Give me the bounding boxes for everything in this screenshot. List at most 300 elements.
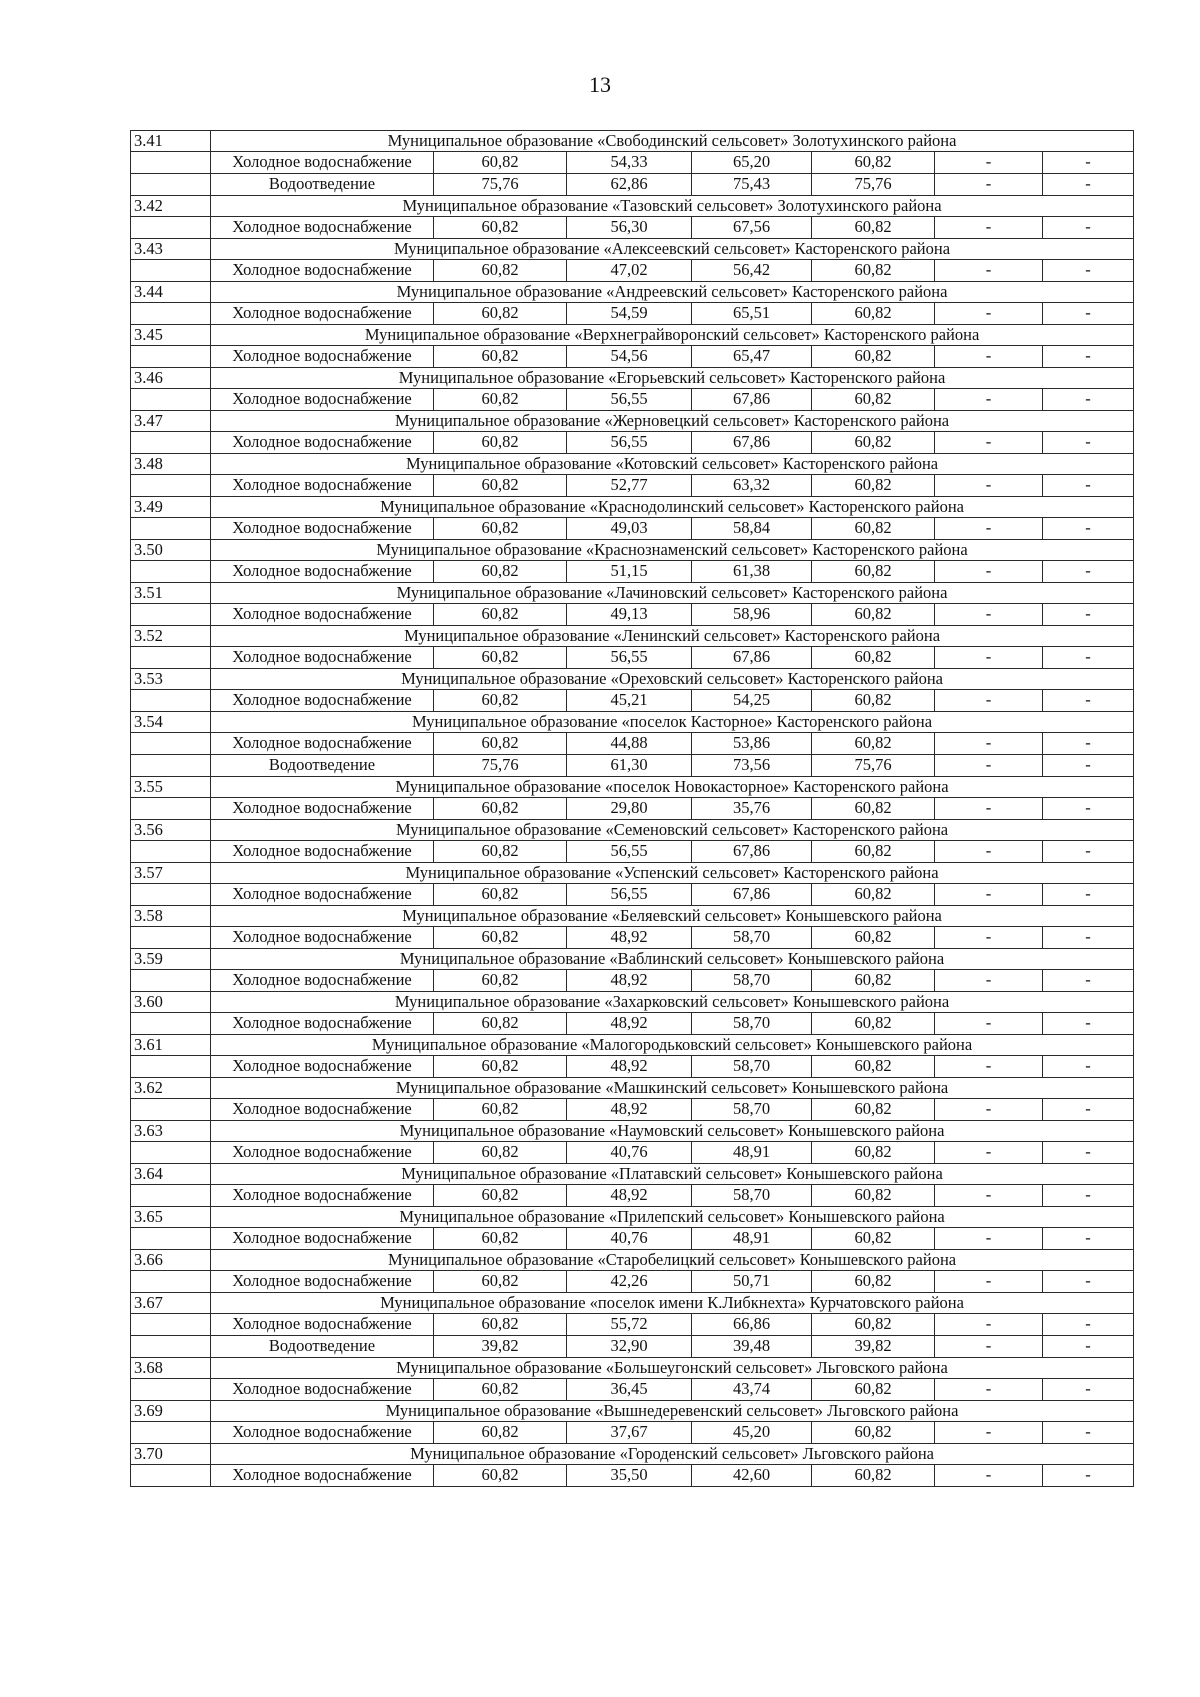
- tariff-value: 58,70: [692, 1056, 812, 1078]
- empty-cell: [131, 798, 211, 820]
- tariff-value: 37,67: [567, 1422, 692, 1444]
- tariff-value: 60,82: [812, 303, 935, 325]
- municipality-title: Муниципальное образование «Платавский сельсовет» Конышевского района: [211, 1164, 1134, 1185]
- tariff-value: 60,82: [812, 733, 935, 755]
- municipality-title: Муниципальное образование «Наумовский сельсовет» Конышевского района: [211, 1121, 1134, 1142]
- tariff-dash: -: [935, 561, 1043, 583]
- section-number: 3.68: [131, 1358, 211, 1379]
- tariff-dash: -: [1043, 1379, 1134, 1401]
- service-row: [131, 475, 1134, 497]
- tariff-value: 61,30: [567, 755, 692, 777]
- section-number: 3.46: [131, 368, 211, 389]
- tariff-value: 60,82: [812, 1379, 935, 1401]
- tariff-dash: -: [935, 346, 1043, 368]
- tariff-value: 60,82: [434, 1056, 567, 1078]
- tariff-dash: -: [935, 1228, 1043, 1250]
- empty-cell: [131, 260, 211, 282]
- service-row: [131, 346, 1134, 368]
- section-header-row: [131, 1444, 1134, 1465]
- tariff-value: 60,82: [434, 927, 567, 949]
- service-name: Холодное водоснабжение: [211, 1228, 434, 1250]
- empty-cell: [131, 1013, 211, 1035]
- tariff-value: 60,82: [434, 1013, 567, 1035]
- service-row: [131, 303, 1134, 325]
- empty-cell: [131, 174, 211, 196]
- tariff-value: 60,82: [434, 1314, 567, 1336]
- section-number: 3.60: [131, 992, 211, 1013]
- section-number: 3.50: [131, 540, 211, 561]
- section-header-row: [131, 540, 1134, 561]
- service-name: Холодное водоснабжение: [211, 1422, 434, 1444]
- section-header-row: [131, 992, 1134, 1013]
- empty-cell: [131, 518, 211, 540]
- service-row: [131, 841, 1134, 863]
- tariff-value: 56,30: [567, 217, 692, 239]
- service-row: [131, 1271, 1134, 1293]
- tariff-value: 42,60: [692, 1465, 812, 1487]
- empty-cell: [131, 1142, 211, 1164]
- tariff-value: 60,82: [812, 1228, 935, 1250]
- tariff-dash: -: [1043, 1013, 1134, 1035]
- tariff-value: 45,20: [692, 1422, 812, 1444]
- tariff-dash: -: [935, 1056, 1043, 1078]
- section-number: 3.57: [131, 863, 211, 884]
- tariff-value: 60,82: [434, 303, 567, 325]
- tariff-value: 60,82: [812, 690, 935, 712]
- service-name: Холодное водоснабжение: [211, 927, 434, 949]
- tariff-dash: -: [935, 389, 1043, 411]
- tariff-value: 60,82: [434, 841, 567, 863]
- section-header-row: [131, 1121, 1134, 1142]
- empty-cell: [131, 755, 211, 777]
- tariff-dash: -: [935, 303, 1043, 325]
- tariff-dash: -: [935, 217, 1043, 239]
- tariff-value: 56,55: [567, 389, 692, 411]
- municipality-title: Муниципальное образование «поселок Новокасторное» Касторенского района: [211, 777, 1134, 798]
- service-name: Холодное водоснабжение: [211, 389, 434, 411]
- tariff-value: 52,77: [567, 475, 692, 497]
- tariff-dash: -: [1043, 561, 1134, 583]
- tariff-value: 60,82: [812, 152, 935, 174]
- municipality-title: Муниципальное образование «Захарковский сельсовет» Конышевского района: [211, 992, 1134, 1013]
- empty-cell: [131, 217, 211, 239]
- tariff-dash: -: [1043, 174, 1134, 196]
- tariff-dash: -: [935, 260, 1043, 282]
- municipality-title: Муниципальное образование «Прилепский сельсовет» Конышевского района: [211, 1207, 1134, 1228]
- municipality-title: Муниципальное образование «Беляевский сельсовет» Конышевского района: [211, 906, 1134, 927]
- tariff-dash: -: [1043, 1099, 1134, 1121]
- tariff-value: 65,51: [692, 303, 812, 325]
- tariff-dash: -: [1043, 1422, 1134, 1444]
- municipality-title: Муниципальное образование «Старобелицкий сельсовет» Конышевского района: [211, 1250, 1134, 1271]
- service-row: [131, 389, 1134, 411]
- service-name: Холодное водоснабжение: [211, 970, 434, 992]
- tariff-value: 60,82: [434, 152, 567, 174]
- section-number: 3.62: [131, 1078, 211, 1099]
- empty-cell: [131, 152, 211, 174]
- tariff-value: 43,74: [692, 1379, 812, 1401]
- tariff-value: 60,82: [812, 604, 935, 626]
- tariff-value: 53,86: [692, 733, 812, 755]
- municipality-title: Муниципальное образование «Машкинский сельсовет» Конышевского района: [211, 1078, 1134, 1099]
- tariff-dash: -: [1043, 1336, 1134, 1358]
- section-number: 3.69: [131, 1401, 211, 1422]
- service-row: [131, 970, 1134, 992]
- tariff-dash: -: [935, 1314, 1043, 1336]
- tariff-dash: -: [935, 475, 1043, 497]
- service-row: [131, 647, 1134, 669]
- service-row: [131, 884, 1134, 906]
- tariff-value: 55,72: [567, 1314, 692, 1336]
- municipality-title: Муниципальное образование «Андреевский сельсовет» Касторенского района: [211, 282, 1134, 303]
- section-header-row: [131, 777, 1134, 798]
- table-body: [131, 131, 1134, 1487]
- tariff-value: 60,82: [434, 647, 567, 669]
- empty-cell: [131, 1422, 211, 1444]
- section-number: 3.70: [131, 1444, 211, 1465]
- section-header-row: [131, 1207, 1134, 1228]
- tariff-value: 60,82: [812, 1142, 935, 1164]
- tariff-dash: -: [935, 1336, 1043, 1358]
- tariff-value: 60,82: [812, 1422, 935, 1444]
- tariff-value: 67,56: [692, 217, 812, 239]
- section-number: 3.61: [131, 1035, 211, 1056]
- tariff-value: 63,32: [692, 475, 812, 497]
- tariff-value: 56,55: [567, 884, 692, 906]
- service-name: Холодное водоснабжение: [211, 690, 434, 712]
- tariff-value: 39,82: [812, 1336, 935, 1358]
- municipality-title: Муниципальное образование «Егорьевский сельсовет» Касторенского района: [211, 368, 1134, 389]
- service-row: [131, 1056, 1134, 1078]
- tariff-value: 54,59: [567, 303, 692, 325]
- tariff-dash: -: [935, 927, 1043, 949]
- tariff-value: 36,45: [567, 1379, 692, 1401]
- section-number: 3.55: [131, 777, 211, 798]
- municipality-title: Муниципальное образование «Малогородьковский сельсовет» Конышевского района: [211, 1035, 1134, 1056]
- tariff-dash: -: [1043, 217, 1134, 239]
- section-header-row: [131, 669, 1134, 690]
- section-header-row: [131, 1401, 1134, 1422]
- tariff-dash: -: [935, 1379, 1043, 1401]
- empty-cell: [131, 561, 211, 583]
- tariff-value: 35,76: [692, 798, 812, 820]
- municipality-title: Муниципальное образование «Свободинский сельсовет» Золотухинского района: [211, 131, 1134, 152]
- tariff-value: 35,50: [567, 1465, 692, 1487]
- tariff-value: 54,56: [567, 346, 692, 368]
- tariff-value: 67,86: [692, 841, 812, 863]
- empty-cell: [131, 927, 211, 949]
- tariff-value: 58,70: [692, 927, 812, 949]
- tariff-value: 56,55: [567, 647, 692, 669]
- tariff-value: 58,70: [692, 1185, 812, 1207]
- municipality-title: Муниципальное образование «Городенский сельсовет» Льговского района: [211, 1444, 1134, 1465]
- tariff-dash: -: [1043, 1142, 1134, 1164]
- section-number: 3.67: [131, 1293, 211, 1314]
- section-number: 3.42: [131, 196, 211, 217]
- tariff-value: 67,86: [692, 884, 812, 906]
- service-name: Холодное водоснабжение: [211, 884, 434, 906]
- tariff-dash: -: [1043, 1185, 1134, 1207]
- empty-cell: [131, 970, 211, 992]
- empty-cell: [131, 1379, 211, 1401]
- tariff-value: 60,82: [812, 432, 935, 454]
- empty-cell: [131, 1056, 211, 1078]
- empty-cell: [131, 432, 211, 454]
- tariff-value: 60,82: [812, 389, 935, 411]
- section-header-row: [131, 1358, 1134, 1379]
- section-number: 3.41: [131, 131, 211, 152]
- tariff-dash: -: [1043, 647, 1134, 669]
- tariff-dash: -: [935, 1013, 1043, 1035]
- service-name: Холодное водоснабжение: [211, 1271, 434, 1293]
- tariff-value: 50,71: [692, 1271, 812, 1293]
- tariff-value: 48,92: [567, 927, 692, 949]
- empty-cell: [131, 1185, 211, 1207]
- tariff-dash: -: [935, 152, 1043, 174]
- tariff-value: 73,56: [692, 755, 812, 777]
- section-header-row: [131, 949, 1134, 970]
- tariff-value: 60,82: [434, 1099, 567, 1121]
- tariff-value: 61,38: [692, 561, 812, 583]
- section-header-row: [131, 820, 1134, 841]
- section-header-row: [131, 1035, 1134, 1056]
- section-number: 3.45: [131, 325, 211, 346]
- service-name: Холодное водоснабжение: [211, 1465, 434, 1487]
- service-name: Холодное водоснабжение: [211, 152, 434, 174]
- service-name: Холодное водоснабжение: [211, 432, 434, 454]
- tariff-value: 67,86: [692, 432, 812, 454]
- tariff-value: 60,82: [434, 346, 567, 368]
- service-name: Холодное водоснабжение: [211, 1099, 434, 1121]
- tariff-dash: -: [935, 1185, 1043, 1207]
- section-number: 3.58: [131, 906, 211, 927]
- municipality-title: Муниципальное образование «Алексеевский сельсовет» Касторенского района: [211, 239, 1134, 260]
- tariff-dash: -: [935, 690, 1043, 712]
- section-header-row: [131, 196, 1134, 217]
- tariff-value: 60,82: [812, 561, 935, 583]
- tariff-value: 60,82: [434, 561, 567, 583]
- service-name: Холодное водоснабжение: [211, 841, 434, 863]
- tariff-value: 48,92: [567, 970, 692, 992]
- tariff-value: 29,80: [567, 798, 692, 820]
- municipality-title: Муниципальное образование «Вышнедеревенский сельсовет» Льговского района: [211, 1401, 1134, 1422]
- tariff-value: 67,86: [692, 647, 812, 669]
- service-name: Холодное водоснабжение: [211, 1185, 434, 1207]
- tariff-dash: -: [1043, 927, 1134, 949]
- tariff-dash: -: [935, 647, 1043, 669]
- tariff-value: 66,86: [692, 1314, 812, 1336]
- service-row: [131, 1465, 1134, 1487]
- tariff-dash: -: [935, 1271, 1043, 1293]
- tariff-value: 60,82: [812, 346, 935, 368]
- service-row: [131, 152, 1134, 174]
- tariff-value: 60,82: [434, 604, 567, 626]
- tariff-value: 60,82: [812, 798, 935, 820]
- tariff-value: 56,55: [567, 841, 692, 863]
- service-row: [131, 927, 1134, 949]
- section-number: 3.48: [131, 454, 211, 475]
- service-row: [131, 1228, 1134, 1250]
- tariff-value: 60,82: [434, 733, 567, 755]
- tariff-value: 56,42: [692, 260, 812, 282]
- section-header-row: [131, 282, 1134, 303]
- tariff-value: 48,91: [692, 1142, 812, 1164]
- tariff-value: 54,33: [567, 152, 692, 174]
- municipality-title: Муниципальное образование «Большеугонский сельсовет» Льговского района: [211, 1358, 1134, 1379]
- tariff-value: 60,82: [434, 217, 567, 239]
- service-row: [131, 733, 1134, 755]
- section-header-row: [131, 411, 1134, 432]
- tariff-value: 58,96: [692, 604, 812, 626]
- service-name: Холодное водоснабжение: [211, 561, 434, 583]
- tariff-value: 75,76: [812, 755, 935, 777]
- service-name: Водоотведение: [211, 1336, 434, 1358]
- tariff-value: 75,76: [434, 174, 567, 196]
- empty-cell: [131, 841, 211, 863]
- municipality-title: Муниципальное образование «Успенский сельсовет» Касторенского района: [211, 863, 1134, 884]
- tariff-value: 60,82: [812, 1465, 935, 1487]
- municipality-title: Муниципальное образование «Семеновский сельсовет» Касторенского района: [211, 820, 1134, 841]
- tariff-value: 39,82: [434, 1336, 567, 1358]
- tariff-value: 60,82: [434, 970, 567, 992]
- tariff-value: 60,82: [434, 690, 567, 712]
- tariff-dash: -: [1043, 841, 1134, 863]
- empty-cell: [131, 1228, 211, 1250]
- empty-cell: [131, 1314, 211, 1336]
- empty-cell: [131, 1465, 211, 1487]
- tariff-value: 75,76: [434, 755, 567, 777]
- empty-cell: [131, 690, 211, 712]
- tariff-dash: -: [1043, 755, 1134, 777]
- tariff-value: 60,82: [434, 1271, 567, 1293]
- tariff-value: 75,43: [692, 174, 812, 196]
- service-row: [131, 1013, 1134, 1035]
- tariff-dash: -: [935, 1099, 1043, 1121]
- tariff-value: 60,82: [434, 1142, 567, 1164]
- service-row: [131, 690, 1134, 712]
- tariff-value: 60,82: [812, 1056, 935, 1078]
- tariff-value: 48,92: [567, 1056, 692, 1078]
- service-row: [131, 1379, 1134, 1401]
- section-number: 3.53: [131, 669, 211, 690]
- tariff-dash: -: [1043, 604, 1134, 626]
- tariff-value: 58,70: [692, 1013, 812, 1035]
- section-number: 3.52: [131, 626, 211, 647]
- tariff-value: 60,82: [812, 260, 935, 282]
- municipality-title: Муниципальное образование «поселок Касторное» Касторенского района: [211, 712, 1134, 733]
- service-row: [131, 1336, 1134, 1358]
- empty-cell: [131, 1336, 211, 1358]
- service-name: Холодное водоснабжение: [211, 1142, 434, 1164]
- municipality-title: Муниципальное образование «Ваблинский сельсовет» Конышевского района: [211, 949, 1134, 970]
- tariff-value: 45,21: [567, 690, 692, 712]
- tariff-value: 60,82: [434, 1379, 567, 1401]
- tariff-value: 58,84: [692, 518, 812, 540]
- section-number: 3.54: [131, 712, 211, 733]
- section-number: 3.51: [131, 583, 211, 604]
- tariff-value: 49,13: [567, 604, 692, 626]
- service-row: [131, 260, 1134, 282]
- tariff-dash: -: [935, 884, 1043, 906]
- tariff-value: 44,88: [567, 733, 692, 755]
- service-name: Холодное водоснабжение: [211, 1013, 434, 1035]
- tariff-value: 40,76: [567, 1142, 692, 1164]
- section-header-row: [131, 626, 1134, 647]
- tariff-value: 56,55: [567, 432, 692, 454]
- service-row: [131, 174, 1134, 196]
- tariff-dash: -: [1043, 475, 1134, 497]
- service-name: Холодное водоснабжение: [211, 798, 434, 820]
- tariff-dash: -: [935, 755, 1043, 777]
- tariff-value: 60,82: [434, 798, 567, 820]
- tariff-dash: -: [935, 733, 1043, 755]
- section-number: 3.49: [131, 497, 211, 518]
- tariff-value: 60,82: [812, 1271, 935, 1293]
- service-row: [131, 604, 1134, 626]
- tariff-dash: -: [1043, 970, 1134, 992]
- tariff-dash: -: [1043, 1271, 1134, 1293]
- service-name: Холодное водоснабжение: [211, 518, 434, 540]
- tariff-value: 60,82: [812, 217, 935, 239]
- tariff-value: 49,03: [567, 518, 692, 540]
- section-header-row: [131, 583, 1134, 604]
- tariff-dash: -: [935, 432, 1043, 454]
- tariff-value: 60,82: [434, 1228, 567, 1250]
- service-name: Холодное водоснабжение: [211, 346, 434, 368]
- tariff-value: 54,25: [692, 690, 812, 712]
- tariff-dash: -: [1043, 389, 1134, 411]
- tariff-value: 60,82: [434, 884, 567, 906]
- tariff-dash: -: [1043, 432, 1134, 454]
- tariff-value: 60,82: [812, 1314, 935, 1336]
- service-name: Водоотведение: [211, 755, 434, 777]
- tariff-value: 60,82: [434, 1185, 567, 1207]
- tariff-value: 39,48: [692, 1336, 812, 1358]
- municipality-title: Муниципальное образование «поселок имени К.Либкнехта» Курчатовского района: [211, 1293, 1134, 1314]
- service-name: Холодное водоснабжение: [211, 1056, 434, 1078]
- municipality-title: Муниципальное образование «Тазовский сельсовет» Золотухинского района: [211, 196, 1134, 217]
- service-row: [131, 755, 1134, 777]
- empty-cell: [131, 303, 211, 325]
- service-row: [131, 1422, 1134, 1444]
- empty-cell: [131, 1099, 211, 1121]
- section-number: 3.47: [131, 411, 211, 432]
- tariff-value: 60,82: [812, 841, 935, 863]
- tariff-value: 51,15: [567, 561, 692, 583]
- section-header-row: [131, 863, 1134, 884]
- section-number: 3.44: [131, 282, 211, 303]
- tariff-value: 60,82: [434, 1465, 567, 1487]
- service-row: [131, 561, 1134, 583]
- tariff-dash: -: [935, 1465, 1043, 1487]
- tariff-value: 48,92: [567, 1013, 692, 1035]
- tariff-dash: -: [935, 518, 1043, 540]
- section-header-row: [131, 239, 1134, 260]
- tariff-value: 65,20: [692, 152, 812, 174]
- empty-cell: [131, 346, 211, 368]
- municipality-title: Муниципальное образование «Верхнеграйворонский сельсовет» Касторенского района: [211, 325, 1134, 346]
- section-number: 3.66: [131, 1250, 211, 1271]
- section-header-row: [131, 1164, 1134, 1185]
- tariff-dash: -: [1043, 733, 1134, 755]
- municipality-title: Муниципальное образование «Жерновецкий сельсовет» Касторенского района: [211, 411, 1134, 432]
- tariff-value: 67,86: [692, 389, 812, 411]
- section-header-row: [131, 1293, 1134, 1314]
- service-row: [131, 217, 1134, 239]
- section-header-row: [131, 368, 1134, 389]
- page-number: 13: [589, 72, 611, 97]
- service-name: Холодное водоснабжение: [211, 1379, 434, 1401]
